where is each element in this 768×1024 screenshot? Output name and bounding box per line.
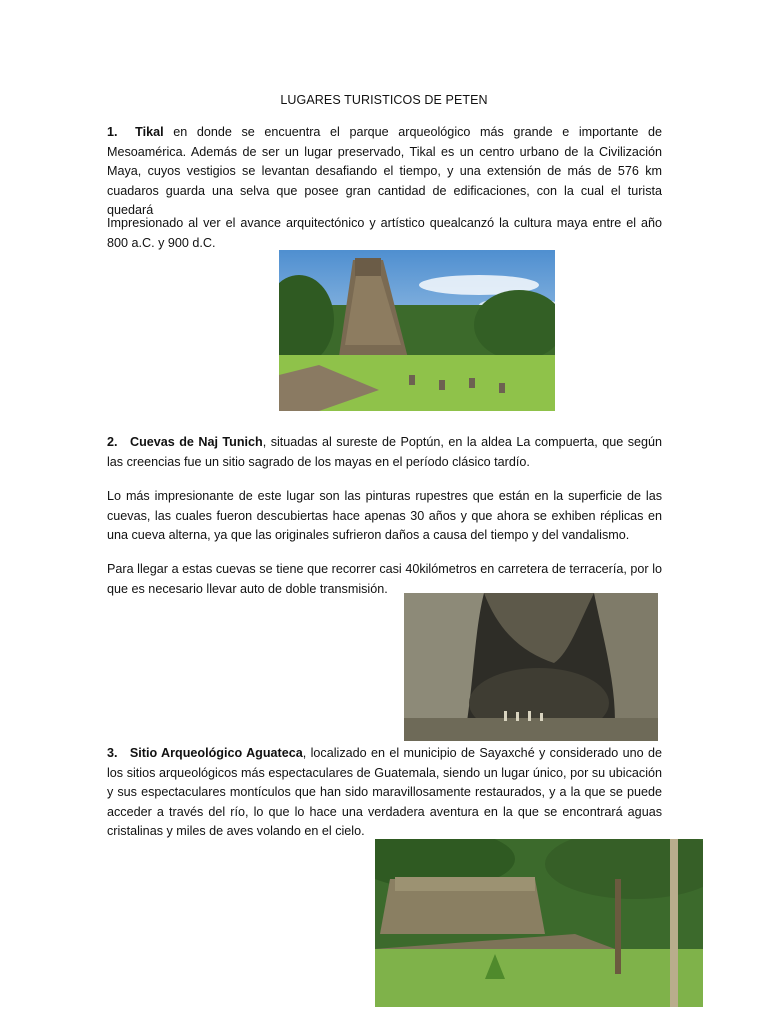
document-title: LUGARES TURISTICOS DE PETEN — [280, 93, 488, 107]
cave-illustration — [404, 593, 658, 741]
naj-tunich-paragraph-3: Para llegar a estas cuevas se tiene que recorrer casi 40kilómetros en carretera de terracería, por lo que es necesario llevar auto de doble transmisión. — [107, 562, 662, 596]
tikal-temple-photo — [279, 250, 555, 411]
section-heading: Cuevas de Naj Tunich — [129, 435, 263, 449]
section-tikal-paragraph — [107, 123, 662, 221]
tikal-paragraph-2: Impresionado al ver el avance arquitectónico y artístico quealcanzó la cultura maya entre el año 800 a.C. y 900 d.C. — [107, 216, 662, 250]
section-number: 2. — [107, 435, 118, 449]
section-heading: Sitio Arqueológico Aguateca — [129, 746, 303, 760]
section-text: en donde se encuentra el parque arqueológico más grande e importante de Mesoamérica. Además de ser un lugar preservado, Tikal es un centro urbano de la Civilización Maya, cuyos vestigios se levantan desafiando el tiempo, y una extensión de más de 576 km cuadaros guarda una selva que posee gran cantidad de edificaciones, con la cual el turista quedará — [107, 125, 663, 218]
cave-photo — [404, 593, 658, 741]
section-text: , localizado en el municipio de Sayaxché y considerado uno de los sitios arqueológicos más espectaculares de Guatemala, siendo un lugar único, por su ubicación y sus espectaculares montículos que han sido maravillosamente restaurados, y a la que se puede acceder a través del río, lo que lo hace una verdadera aventura en la que se encontrará aguas cristalinas y miles de aves volando en el cielo. — [107, 746, 663, 839]
aguateca-illustration — [375, 839, 703, 1007]
section-number: 3. — [107, 746, 118, 760]
aguateca-ruins-photo — [375, 839, 703, 1007]
section-aguateca-paragraph — [107, 744, 662, 842]
tikal-temple-illustration — [279, 250, 555, 411]
section-number: 1. — [107, 125, 118, 139]
section-naj-tunich-paragraph — [107, 433, 662, 472]
naj-tunich-paragraph-2: Lo más impresionante de este lugar son las pinturas rupestres que están en la superficie de las cuevas, las cuales fueron descubiertas hace apenas 30 años y que ahora se exhiben réplicas en una cueva alterna, ya que las originales sufrieron daños a causa del tiempo y del vandalismo. — [107, 489, 662, 543]
section-heading: Tikal — [135, 125, 164, 139]
section-text: , situadas al sureste de Poptún, en la aldea La compuerta, que según las creencias fue un sitio sagrado de los mayas en el período clásico tardío. — [107, 435, 663, 469]
